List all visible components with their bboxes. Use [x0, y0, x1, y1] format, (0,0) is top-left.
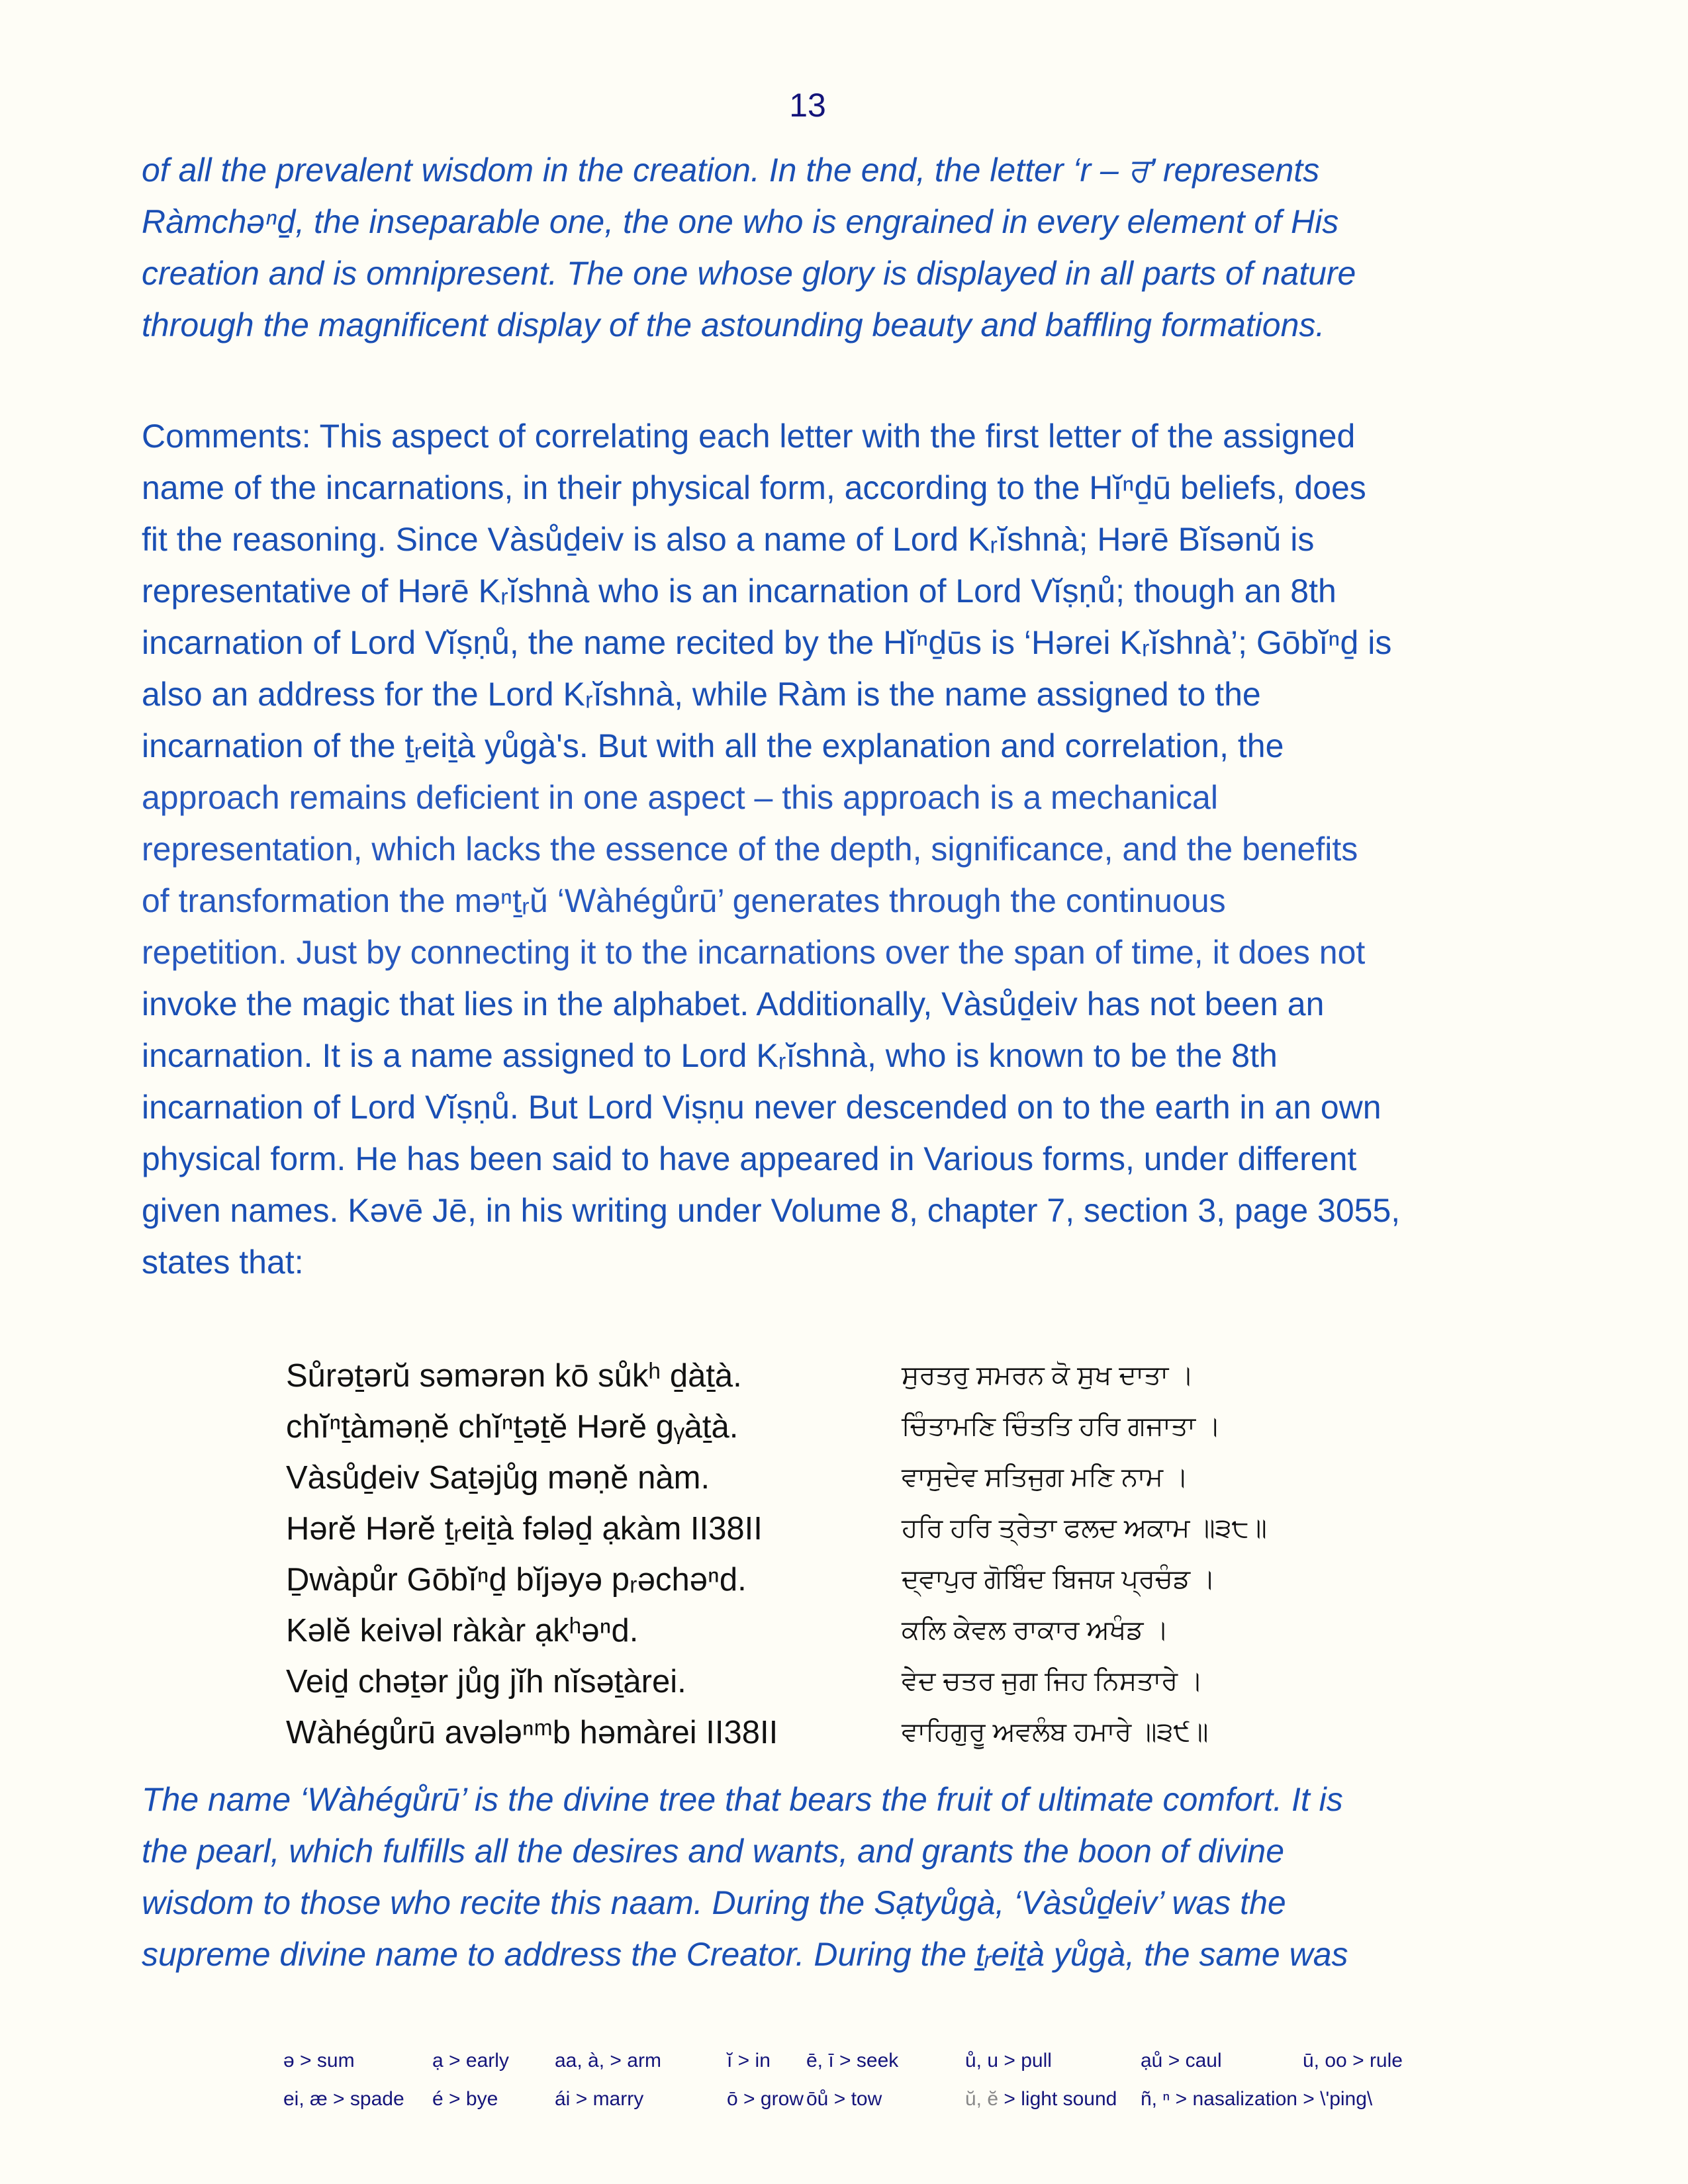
- verse-line: [286, 1554, 1358, 1605]
- page-number: 13: [789, 87, 826, 124]
- text-line: physical form. He has been said to have appeared in Various forms, under different: [142, 1140, 1357, 1177]
- verse-transliteration: Hərĕ Hərĕ ṯᵣeiṯà fələḏ ạkàm II38II: [286, 1510, 763, 1547]
- verse-transliteration: Sůrəṯərŭ səmərən kō sůkʰ ḏàṯà.: [286, 1357, 742, 1394]
- text-line: given names. Kəvē Jē, in his writing under Volume 8, chapter 7, section 3, page 3055,: [142, 1192, 1401, 1229]
- key-item: aa, à, > arm: [555, 2050, 661, 2071]
- text-line: fit the reasoning. Since Vàsůḏeiv is also a name of Lord Kᵣĭshnà; Hərē Bĭsənŭ is: [142, 521, 1315, 558]
- text-line: supreme divine name to address the Creator. During the ṯᵣeiṯà yůgà, the same was: [142, 1936, 1348, 1973]
- verse-transliteration: chĭⁿṯàməṇĕ chĭⁿṯəṯĕ Hərĕ gᵧàṯà.: [286, 1408, 739, 1445]
- verse-transliteration: Vàsůḏeiv Saṯəjůg məṇĕ nàm.: [286, 1459, 710, 1496]
- text-line: representation, which lacks the essence of the depth, significance, and the benefits: [142, 831, 1358, 868]
- key-item: ŭ, ĕ > light sound: [965, 2088, 1117, 2110]
- text-line: Ràmchəⁿḏ, the inseparable one, the one who is engrained in every element of His: [142, 203, 1339, 240]
- verse-line: [286, 1503, 1358, 1554]
- key-item: ōů > tow: [806, 2088, 882, 2110]
- text-line: incarnation of Lord Vĭṣṇů. But Lord Viṣṇu never descended on to the earth in an own: [142, 1089, 1382, 1126]
- key-item: é > bye: [432, 2088, 498, 2110]
- verse-line: [286, 1656, 1358, 1707]
- text-line: representative of Hərē Kᵣĭshnà who is an incarnation of Lord Vĭṣṇů; though an 8th: [142, 572, 1336, 610]
- verse-block: [286, 1350, 1358, 1758]
- key-item: ạ > early: [432, 2050, 509, 2071]
- text-line: states that:: [142, 1244, 304, 1281]
- verse-transliteration: Ḏwàpůr Gōbĭⁿḏ bĭjəyə pᵣəchəⁿd.: [286, 1561, 747, 1598]
- key-item: ē, ī > seek: [806, 2050, 899, 2071]
- verse-line: [286, 1452, 1358, 1503]
- key-item: ñ, ⁿ > nasalization > \'ping\: [1141, 2088, 1373, 2110]
- pronunciation-key: [283, 2042, 1475, 2118]
- verse-line: [286, 1707, 1358, 1758]
- key-item: ạů > caul: [1141, 2050, 1222, 2071]
- verse-line: [286, 1605, 1358, 1656]
- text-line: name of the incarnations, in their physical form, according to the Hĭⁿḏū beliefs, does: [142, 469, 1366, 506]
- text-line: approach remains deficient in one aspect – this approach is a mechanical: [142, 779, 1218, 816]
- text-line: repetition. Just by connecting it to the incarnations over the span of time, it does not: [142, 934, 1366, 971]
- text-line: through the magnificent display of the astounding beauty and baffling formations.: [142, 306, 1325, 343]
- key-row: [283, 2080, 1475, 2118]
- key-item: ů, u > pull: [965, 2050, 1052, 2071]
- text-line: invoke the magic that lies in the alphabet. Additionally, Vàsůḏeiv has not been an: [142, 985, 1325, 1023]
- text-line: of transformation the məⁿṯᵣŭ ‘Wàhégůrū’ generates through the continuous: [142, 882, 1226, 919]
- verse-gurmukhi: ਹਰਿ ਹਰਿ ਤ੍ਰੇਤਾ ਫਲਦ ਅਕਾਮ ॥੩੮॥: [902, 1514, 1267, 1543]
- key-row: [283, 2042, 1475, 2080]
- text-line: incarnation of Lord Vĭṣṇů, the name recited by the Hĭⁿḏūs is ‘Hərei Kᵣĭshnà’; Gōbĭⁿḏ is: [142, 624, 1392, 661]
- key-item: ái > marry: [555, 2088, 644, 2110]
- verse-gurmukhi: ਦ੍ਵਾਪੁਰ ਗੋਬਿੰਦ ਬਿਜਯ ਪ੍ਰਚੰਡ ।: [902, 1565, 1216, 1594]
- text-line: incarnation. It is a name assigned to Lord Kᵣĭshnà, who is known to be the 8th: [142, 1037, 1278, 1074]
- text-line: incarnation of the ṯᵣeiṯà yůgà's. But with all the explanation and correlation, the: [142, 727, 1284, 764]
- text-line: the pearl, which fulfills all the desires and wants, and grants the boon of divine: [142, 1833, 1285, 1870]
- verse-gurmukhi: ਸੁਰਤਰੁ ਸਮਰਨ ਕੋ ਸੁਖ ਦਾਤਾ ।: [902, 1361, 1194, 1390]
- key-item: ū, oo > rule: [1303, 2050, 1403, 2071]
- verse-gurmukhi: ਵਾਹਿਗੁਰੂ ਅਵਲੰਬ ਹਮਾਰੇ ॥੩੯॥: [902, 1717, 1209, 1747]
- key-item: ō > grow: [727, 2088, 804, 2110]
- verse-transliteration: Veiḏ chəṯər jůg jĭh nĭsəṯàrei.: [286, 1663, 686, 1700]
- paragraph-comments: [142, 410, 1456, 1288]
- verse-gurmukhi: ਵਾਸੁਦੇਵ ਸਤਿਜੁਗ ਮਣਿ ਨਾਮ ।: [902, 1463, 1189, 1492]
- paragraph-intro: [142, 144, 1456, 351]
- key-item: ĭ > in: [727, 2050, 771, 2071]
- text-line: also an address for the Lord Kᵣĭshnà, while Ràm is the name assigned to the: [142, 676, 1261, 713]
- text-line: Comments: This aspect of correlating each letter with the first letter of the assigned: [142, 418, 1356, 455]
- verse-transliteration: Kəlĕ keivəl ràkàr ạkʰəⁿd.: [286, 1612, 639, 1649]
- verse-line: [286, 1401, 1358, 1452]
- text-line: wisdom to those who recite this naam. During the Sạtyůgà, ‘Vàsůḏeiv’ was the: [142, 1884, 1286, 1921]
- text-line: creation and is omnipresent. The one whose glory is displayed in all parts of nature: [142, 255, 1356, 292]
- text-line: The name ‘Wàhégůrū’ is the divine tree that bears the fruit of ultimate comfort. It is: [142, 1781, 1343, 1818]
- verse-line: [286, 1350, 1358, 1401]
- key-item: ə > sum: [283, 2050, 355, 2071]
- text-line: of all the prevalent wisdom in the creation. In the end, the letter ‘r – ਰ’ represents: [142, 152, 1320, 189]
- verse-gurmukhi: ਵੇਦ ਚਤਰ ਜੁਗ ਜਿਹ ਨਿਸਤਾਰੇ ।: [902, 1666, 1203, 1696]
- verse-gurmukhi: ਕਲਿ ਕੇਵਲ ਰਾਕਾਰ ਅਖੰਡ ।: [902, 1615, 1169, 1645]
- verse-transliteration: Wàhégůrū avələⁿᵐb həmàrei II38II: [286, 1714, 778, 1751]
- key-item: ei, æ > spade: [283, 2088, 404, 2110]
- paragraph-explanation: [142, 1774, 1456, 1980]
- verse-gurmukhi: ਚਿੰਤਾਮਣਿ ਚਿੰਤਤਿ ਹਰਿ ਗਜਾਤਾ ।: [902, 1412, 1221, 1441]
